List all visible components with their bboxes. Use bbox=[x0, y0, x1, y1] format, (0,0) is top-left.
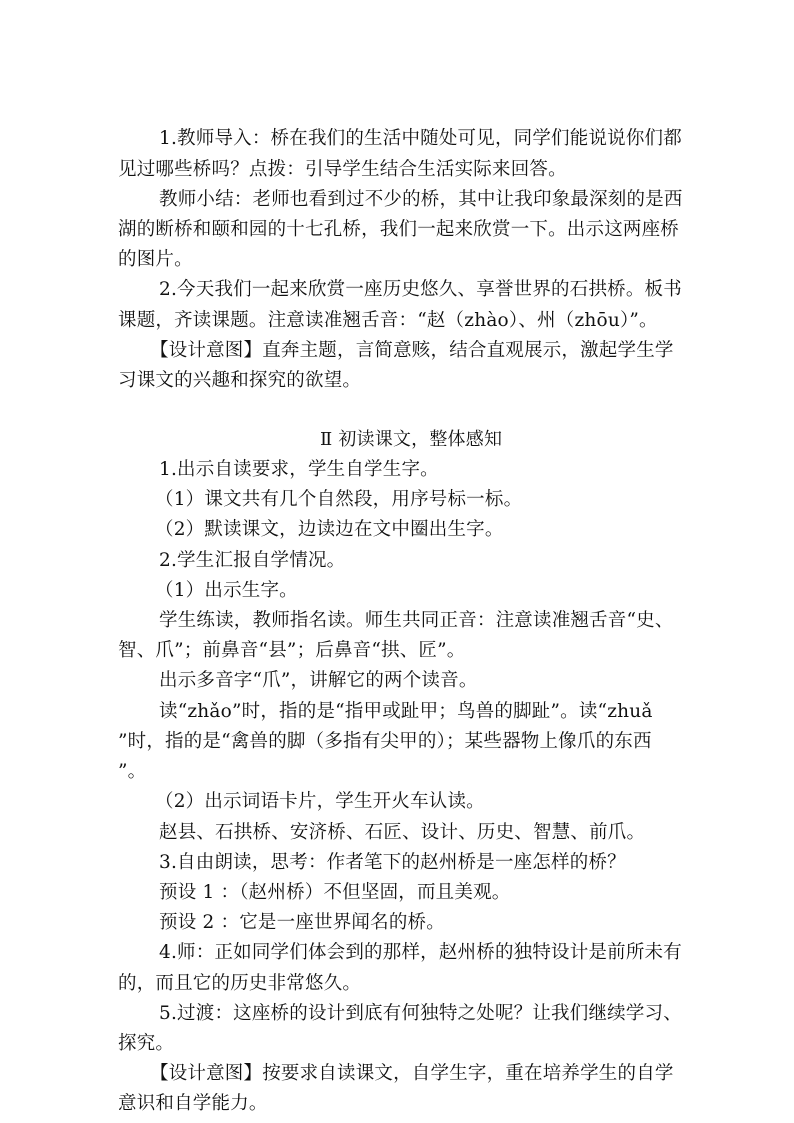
text-line: 1.出示自读要求，学生自学生字。 bbox=[159, 459, 439, 480]
text-line: 课题，齐读课题。注意读准翘舌音：“赵（zhào）、州（zhōu）”。 bbox=[118, 310, 658, 331]
text-line: 读“zhǎo”时，指的是“指甲或趾甲；鸟兽的脚趾”。读“zhuǎ bbox=[159, 701, 653, 722]
text-line: 习课文的兴趣和探究的欲望。 bbox=[118, 370, 362, 391]
text-line: 2.学生汇报自学情况。 bbox=[159, 550, 346, 571]
text-line: 见过哪些桥吗？点拨：引导学生结合生活实际来回答。 bbox=[118, 159, 567, 180]
text-line: （2）出示词语卡片，学生开火车认读。 bbox=[155, 791, 485, 812]
text-line: 教师小结：老师也看到过不少的桥，其中让我印象最深刻的是西 bbox=[159, 189, 683, 210]
text-line: ”。 bbox=[118, 761, 147, 782]
text-line: 出示多音字“爪”，讲解它的两个读音。 bbox=[159, 670, 478, 691]
text-line: 意识和自学能力。 bbox=[118, 1093, 268, 1114]
text-line: 的，而且它的历史非常悠久。 bbox=[118, 973, 362, 994]
text-line: 湖的断桥和颐和园的十七孔桥，我们一起来欣赏一下。出示这两座桥 bbox=[118, 219, 680, 240]
text-line: 3.自由朗读，思考：作者笔下的赵州桥是一座怎样的桥？ bbox=[159, 852, 626, 873]
text-line: 智、爪”；前鼻音“县”；后鼻音“拱、匠”。 bbox=[118, 640, 466, 661]
text-line: 赵县、石拱桥、安济桥、石匠、设计、历史、智慧、前爪。 bbox=[159, 822, 646, 843]
text-line: （1）课文共有几个自然段，用序号标一标。 bbox=[155, 489, 523, 510]
text-line: 预设 2 ：它是一座世界闻名的桥。 bbox=[159, 912, 445, 933]
text-line: 学生练读，教师指名读。师生共同正音：注意读准翘舌音“史、 bbox=[159, 610, 674, 631]
text-line: 探究。 bbox=[118, 1033, 175, 1054]
design-intent-line: 【设计意图】按要求自读课文，自学生字，重在培养学生的自学 bbox=[150, 1063, 674, 1084]
text-line: 的图片。 bbox=[118, 249, 193, 270]
text-line: （1）出示生字。 bbox=[155, 580, 298, 601]
design-intent-line: 【设计意图】直奔主题，言简意赅，结合直观展示，激起学生学 bbox=[150, 340, 674, 361]
text-line: 4.师：正如同学们体会到的那样，赵州桥的独特设计是前所未有 bbox=[159, 942, 682, 963]
text-line: 5.过渡：这座桥的设计到底有何独特之处呢？让我们继续学习、 bbox=[159, 1003, 682, 1024]
text-line: 预设 1 ：（赵州桥）不但坚固，而且美观。 bbox=[159, 882, 511, 903]
section-heading: Ⅱ 初读课文，整体感知 bbox=[320, 429, 503, 450]
text-line: 2.今天我们一起来欣赏一座历史悠久、享誉世界的石拱桥。板书 bbox=[159, 279, 682, 300]
text-line: 1.教师导入：桥在我们的生活中随处可见，同学们能说说你们都 bbox=[159, 128, 682, 149]
text-line: （2）默读课文，边读边在文中圈出生字。 bbox=[155, 519, 504, 540]
text-line: ”时，指的是“禽兽的脚（多指有尖甲的）；某些器物上像爪的东西 bbox=[118, 731, 652, 752]
